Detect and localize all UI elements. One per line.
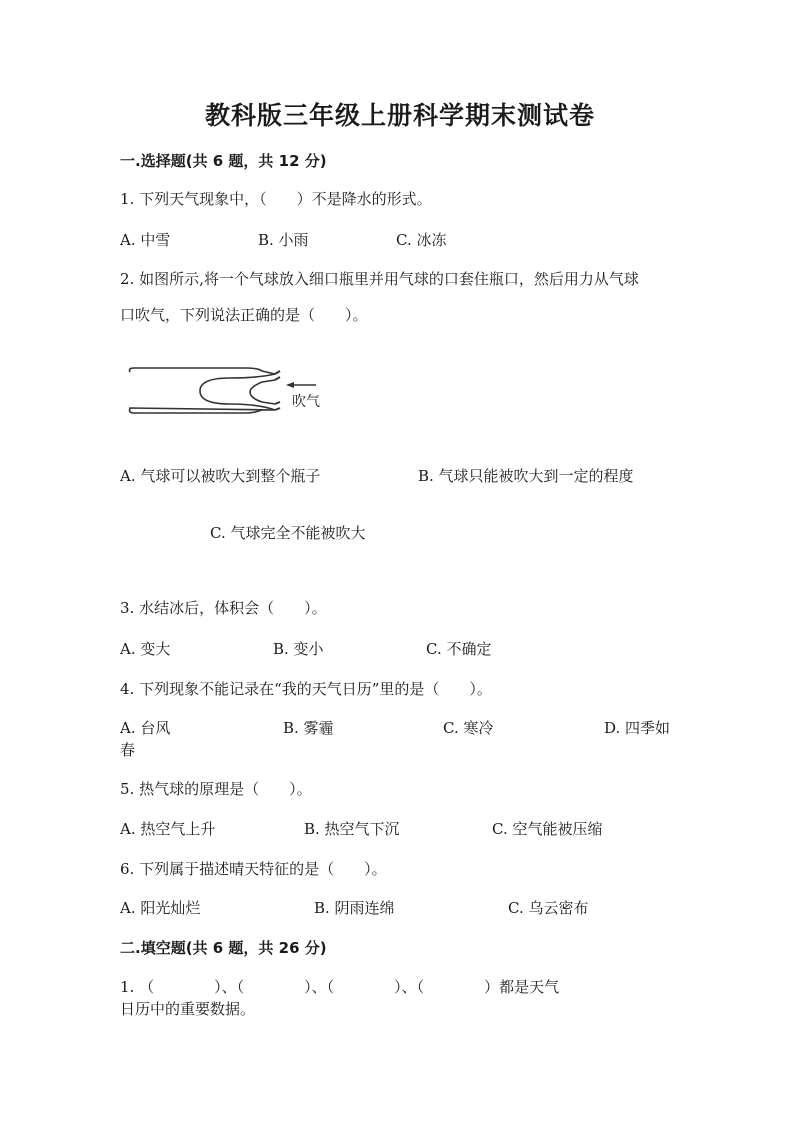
section-heading-fill-blank: 二.填空题(共 6 题，共 26 分) [120, 939, 327, 957]
question-4-option-a: A. 台风 [120, 719, 171, 737]
question-4-option-b: B. 雾霾 [283, 719, 334, 737]
question-6-option-c: C. 乌云密布 [508, 899, 589, 917]
question-2-stem-line2: 口吹气，下列说法正确的是（ ）。 [120, 306, 368, 324]
question-1-option-b: B. 小雨 [258, 231, 309, 249]
question-5-option-b: B. 热空气下沉 [304, 820, 400, 838]
bottle-balloon-figure [120, 358, 340, 423]
question-1-stem: 1. 下列天气现象中，（ ）不是降水的形式。 [120, 190, 432, 208]
section-heading-choice: 一.选择题(共 6 题，共 12 分) [120, 152, 327, 170]
question-2-stem-line1: 2. 如图所示,将一个气球放入细口瓶里并用气球的口套住瓶口，然后用力从气球 [120, 270, 639, 288]
fill-question-1-line2: 日历中的重要数据。 [120, 1000, 256, 1018]
question-6-option-b: B. 阴雨连绵 [314, 899, 395, 917]
question-4-option-c: C. 寒冷 [443, 719, 494, 737]
question-3-stem: 3. 水结冰后，体积会（ ）。 [120, 599, 327, 617]
question-1-option-a: A. 中雪 [120, 231, 171, 249]
question-6-option-a: A. 阳光灿烂 [120, 899, 201, 917]
balloon-shape [200, 374, 275, 410]
question-5-option-a: A. 热空气上升 [120, 820, 216, 838]
blow-arrow-head [286, 382, 294, 388]
question-2-option-a: A. 气球可以被吹大到整个瓶子 [120, 467, 321, 485]
bottle-neck-rim [275, 371, 280, 410]
question-3-option-a: A. 变大 [120, 640, 171, 658]
page-title: 教科版三年级上册科学期末测试卷 [204, 101, 595, 130]
bottle-outline [130, 368, 276, 413]
question-1-option-c: C. 冰冻 [396, 231, 447, 249]
question-4-option-d-continued: 春 [120, 741, 136, 759]
question-5-stem: 5. 热气球的原理是（ ）。 [120, 780, 312, 798]
question-3-option-c: C. 不确定 [426, 640, 492, 658]
question-5-option-c: C. 空气能被压缩 [492, 820, 603, 838]
figure-label-blow: 吹气 [292, 394, 320, 410]
fill-question-1-line1: 1. （ ）、（ ）、（ ）、（ ）都是天气 [120, 978, 560, 996]
question-2-option-b: B. 气球只能被吹大到一定的程度 [418, 467, 634, 485]
question-4-stem: 4. 下列现象不能记录在“我的天气日历”里的是（ ）。 [120, 680, 492, 698]
question-3-option-b: B. 变小 [273, 640, 324, 658]
question-4-option-d: D. 四季如 [604, 719, 671, 737]
question-2-option-c: C. 气球完全不能被吹大 [210, 524, 366, 542]
question-6-stem: 6. 下列属于描述晴天特征的是（ ）。 [120, 860, 387, 878]
